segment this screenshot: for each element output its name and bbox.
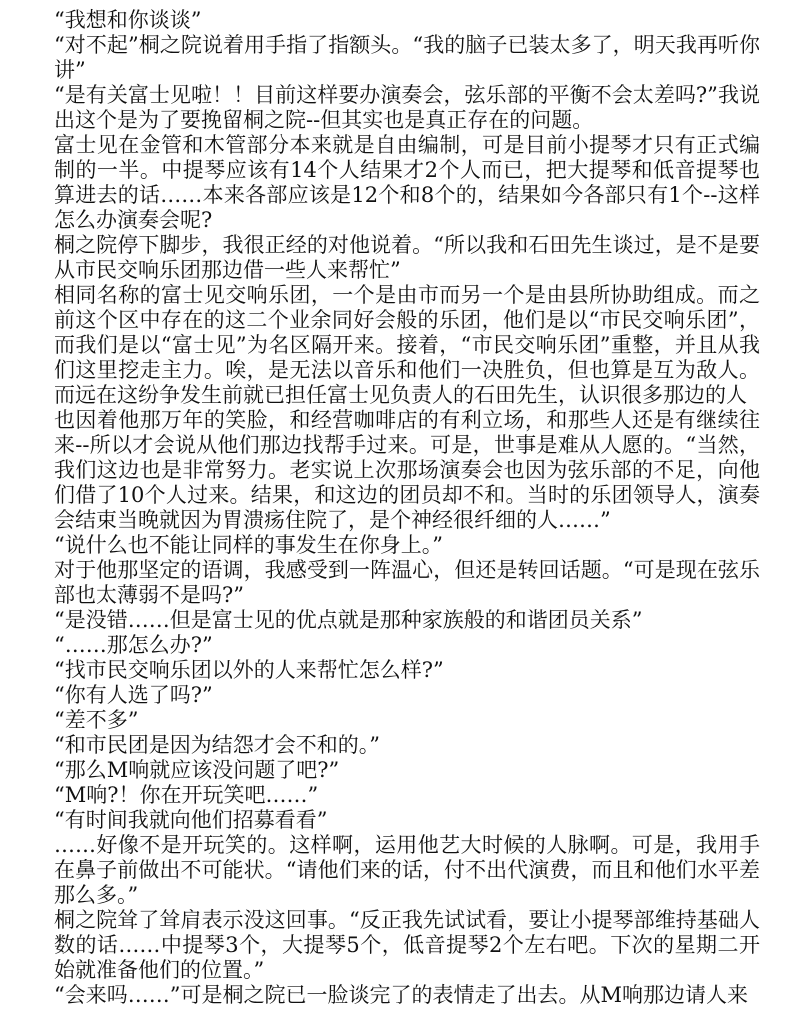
paragraph: 富士见在金管和木管部分本来就是自由编制，可是目前小提琴才只有正式编制的一半。中提琴应该有14个人结果才2个人而已，把大提琴和低音提琴也算进去的话……本来各部应该是12个和8个的，结果如今各部只有1个--这样怎么办演奏会呢?	[54, 133, 760, 232]
paragraph: “那么M响就应该没问题了吧?”	[54, 758, 340, 782]
paragraph: “说什么也不能让同样的事发生在你身上。”	[54, 533, 443, 557]
paragraph: 桐之院耸了耸肩表示没这回事。“反正我先试试看，要让小提琴部维持基础人数的话……中提琴3个，大提琴5个，低音提琴2个左右吧。下次的星期二开始就准备他们的位置。”	[54, 908, 760, 982]
paragraph: “我想和你谈谈”	[54, 8, 202, 32]
paragraph: “……那怎么办?”	[54, 633, 213, 657]
paragraph: 桐之院停下脚步，我很正经的对他说着。“所以我和石田先生谈过，是不是要从市民交响乐团那边借一些人来帮忙”	[54, 233, 760, 282]
document-page	[54, 8, 760, 1008]
paragraph: “会来吗……”可是桐之院已一脸谈完了的表情走了出去。从M响那边请人来	[54, 983, 748, 1007]
paragraph: “对不起”桐之院说着用手指了指额头。“我的脑子已装太多了，明天我再听你讲”	[54, 33, 760, 82]
paragraph: 对于他那坚定的语调，我感受到一阵温心，但还是转回话题。“可是现在弦乐部也太薄弱不是吗?”	[54, 558, 760, 607]
paragraph: “找市民交响乐团以外的人来帮忙怎么样?”	[54, 658, 444, 682]
paragraph: “有时间我就向他们招募看看”	[54, 808, 328, 832]
paragraph: ……好像不是开玩笑的。这样啊，运用他艺大时候的人脉啊。可是，我用手在鼻子前做出不可能状。“请他们来的话，付不出代演费，而且和他们水平差那么多。”	[54, 833, 760, 907]
paragraph: “你有人选了吗?”	[54, 683, 213, 707]
paragraph: “是有关富士见啦！！目前这样要办演奏会，弦乐部的平衡不会太差吗?”我说出这个是为了要挽留桐之院--但其实也是真正存在的问题。	[54, 83, 760, 132]
paragraph: 也因着他那万年的笑脸，和经营咖啡店的有利立场，和那些人还是有继续往来--所以才会说从他们那边找帮手过来。可是，世事是难从人愿的。“当然，我们这边也是非常努力。老实说上次那场演奏会也因为弦乐部的不足，向他们借了10个人过来。结果，和这边的团员却不和。当时的乐团领导人，演奏会结束当晚就因为胃溃疡住院了，是个神经很纤细的人……”	[54, 408, 760, 532]
paragraph: “是没错……但是富士见的优点就是那种家族般的和谐团员关系”	[54, 608, 643, 632]
paragraph: “和市民团是因为结怨才会不和的。”	[54, 733, 380, 757]
paragraph: “M响?！你在开玩笑吧……”	[54, 783, 319, 807]
paragraph: “差不多”	[54, 708, 139, 732]
paragraph: 相同名称的富士见交响乐团，一个是由市而另一个是由县所协助组成。而之前这个区中存在的这二个业余同好会般的乐团，他们是以“市民交响乐团”，而我们是以“富士见”为名区隔开来。接着，“市民交响乐团”重整，并且从我们这里挖走主力。唉，是无法以音乐和他们一决胜负，但也算是互为敌人。而远在这纷争发生前就已担任富士见负责人的石田先生，认识很多那边的人	[54, 283, 760, 407]
